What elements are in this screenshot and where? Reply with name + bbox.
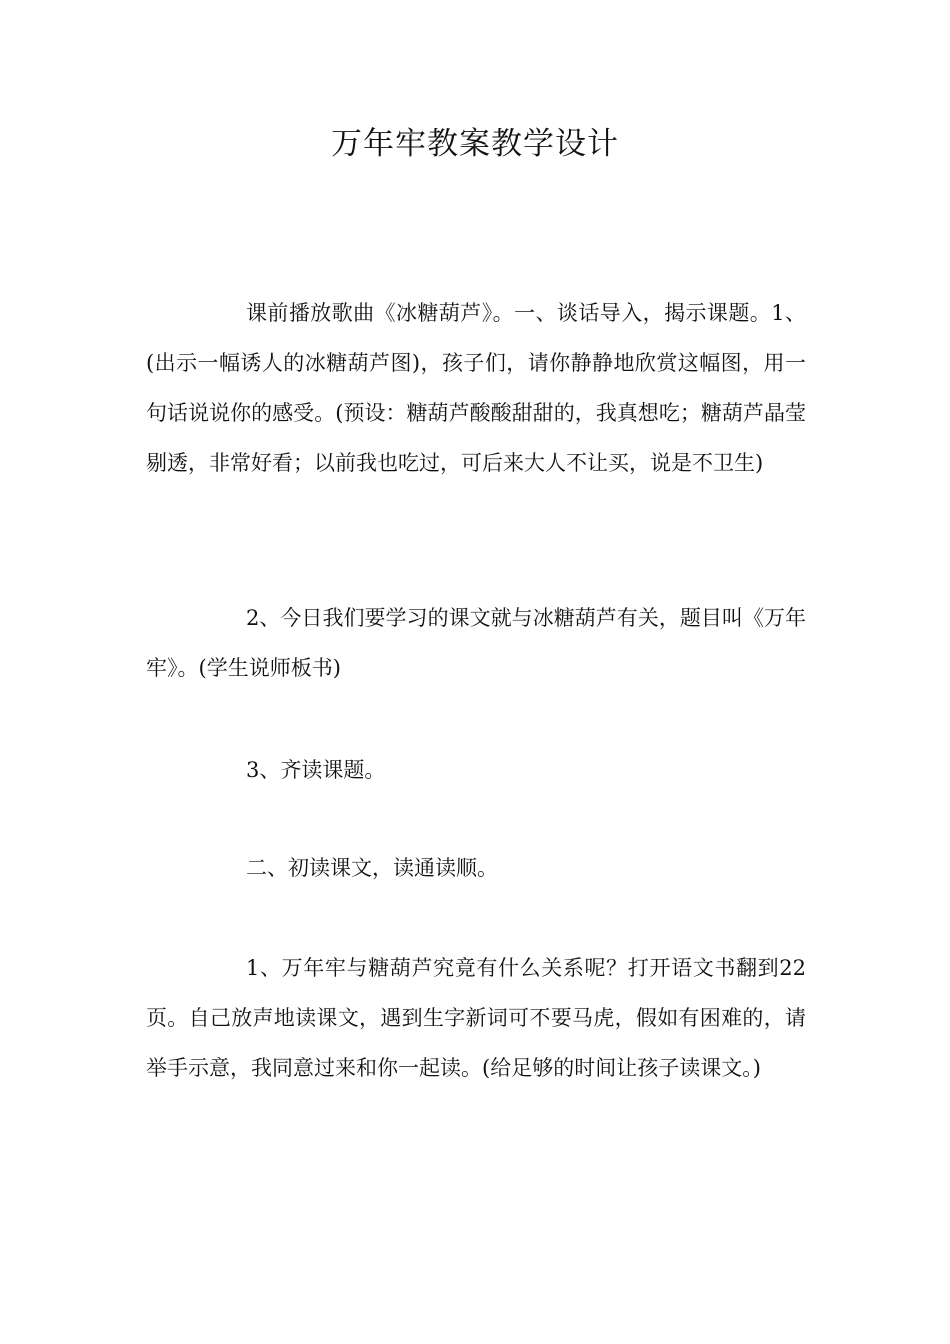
- paragraph-1: 课前播放歌曲《冰糖葫芦》。一、谈话导入，揭示课题。1、(出示一幅诱人的冰糖葫芦图)，孩子们，请你静静地欣赏这幅图，用一句话说说你的感受。(预设：糖葫芦酸酸甜甜的，我真想吃；糖葫芦晶莹剔透，非常好看；以前我也吃过，可后来大人不让买，说是不卫生): [146, 301, 806, 475]
- paragraph-2: 2、今日我们要学习的课文就与冰糖葫芦有关，题目叫《万年牢》。(学生说师板书): [146, 606, 806, 680]
- paragraph-3: 3、齐读课题。: [246, 758, 386, 782]
- paragraph-4: 二、初读课文，读通读顺。: [246, 856, 498, 880]
- paragraph-5: 1、万年牢与糖葫芦究竟有什么关系呢？打开语文书翻到22页。自己放声地读课文，遇到生字新词可不要马虎，假如有困难的，请举手示意，我同意过来和你一起读。(给足够的时间让孩子读课文。): [146, 956, 806, 1080]
- document-title: 万年牢教案教学设计: [331, 126, 619, 162]
